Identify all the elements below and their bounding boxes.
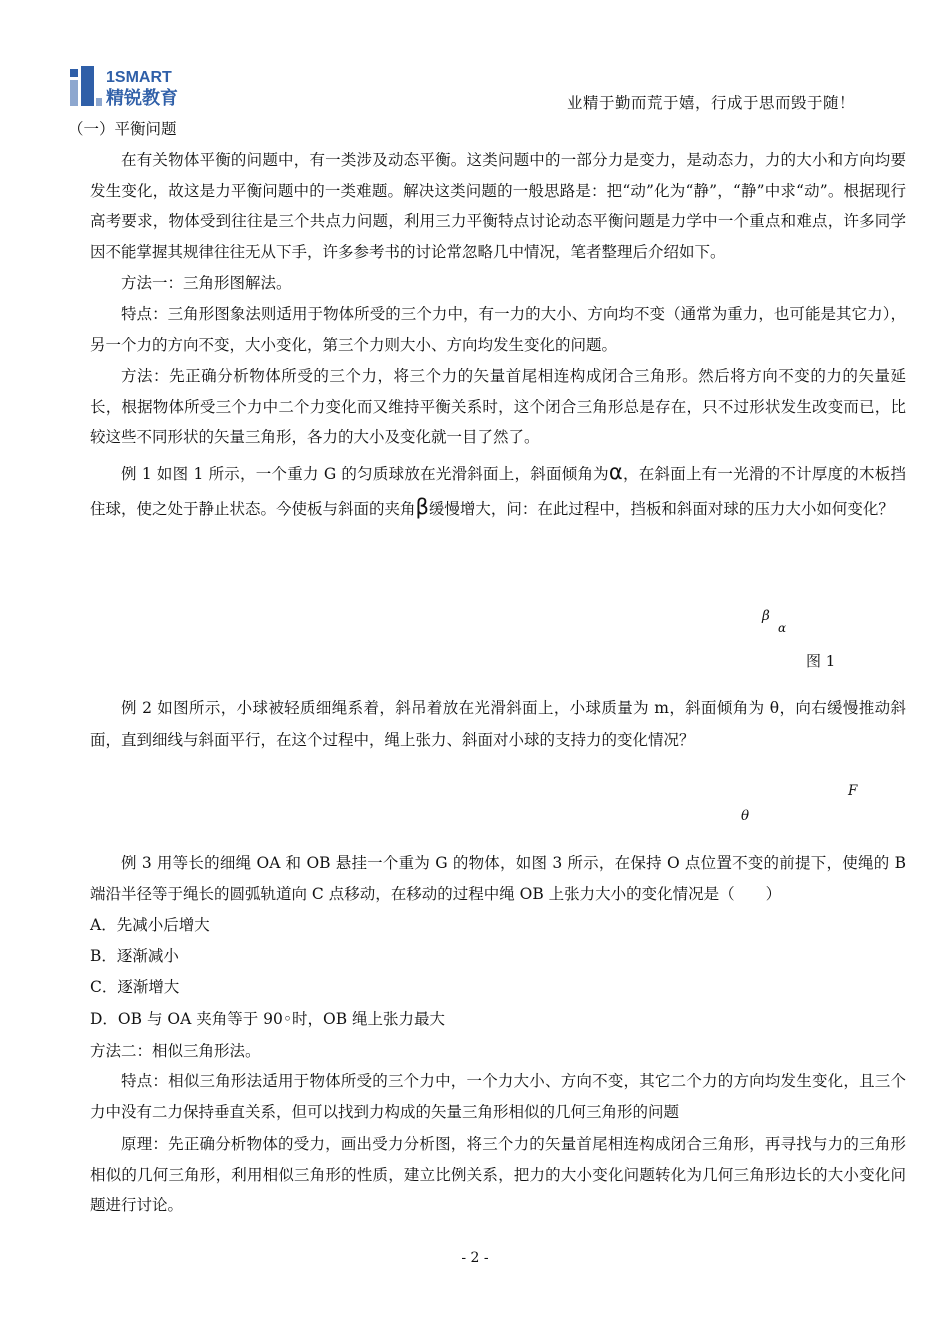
method1-title: 方法一：三角形图解法。 bbox=[121, 274, 292, 292]
method1-feature: 特点：三角形图象法则适用于物体所受的三个力中，有一力的大小、方向均不变（通常为重力，也可能是其它力），另一个力的方向不变，大小变化，第三个力则大小、方向均发生变化的问题。 bbox=[90, 305, 906, 354]
header-motto: 业精于勤而荒于嬉，行成于思而毁于随！ bbox=[567, 94, 856, 112]
logo-cn: 精锐教育 bbox=[106, 88, 178, 108]
page-number: - 2 - bbox=[461, 1250, 489, 1266]
figure2-theta-label: θ bbox=[741, 808, 750, 824]
example2-text: 例 2 如图所示，小球被轻质细绳系着，斜吊着放在光滑斜面上，小球质量为 m，斜面倾角为 θ，向右缓慢推动斜面，直到细线与斜面平行，在这个过程中，绳上张力、斜面对小球的支持力的变化情况？ bbox=[90, 699, 906, 749]
figure1-caption: 图 1 bbox=[806, 652, 836, 670]
method2-principle: 原理：先正确分析物体的受力，画出受力分析图，将三个力的矢量首尾相连构成闭合三角形，再寻找与力的三角形相似的几何三角形，利用相似三角形的性质，建立比例关系，把力的大小变化问题转化为几何三角形边长的大小变化问题进行讨论。 bbox=[90, 1135, 906, 1214]
figure2-force-label: F bbox=[848, 783, 858, 799]
intro-paragraph: 在有关物体平衡的问题中，有一类涉及动态平衡。这类问题中的一部分力是变力，是动态力，力的大小和方向均要发生变化，故这是力平衡问题中的一类难题。解决这类问题的一般思路是：把“动”化为“静”，“静”中求“动”。根据现行高考要求，物体受到往往是三个共点力问题，利用三力平衡特点讨论动态平衡问题是力学中一个重点和难点，许多同学因不能掌握其规律往往无从下手，许多参考书的讨论常忽略几中情况，笔者整理后介绍如下。 bbox=[90, 151, 906, 261]
example1-part-b: ，在斜面上有一光滑的不计厚度的木板挡住球，使之处于静止状态。今使板与斜面的夹角 bbox=[90, 465, 906, 518]
method1-method: 方法：先正确分析物体所受的三个力，将三个力的矢量首尾相连构成闭合三角形。然后将方向不变的力的矢量延长，根据物体所受三个力中二个力变化而又维持平衡关系时，这个闭合三角形总是存在，只不过形状发生改变而已，比较这些不同形状的矢量三角形，各力的大小及变化就一目了然了。 bbox=[90, 367, 906, 446]
option-d: D．OB 与 OA 夹角等于 90◦时，OB 绳上张力最大 bbox=[90, 1010, 446, 1028]
example3-text: 例 3 用等长的细绳 OA 和 OB 悬挂一个重为 G 的物体，如图 3 所示，在保持 O 点位置不变的前提下，使绳的 B 端沿半径等于绳长的圆弧轨道向 C 点移动，在移动的过程中绳 OB 上张力大小的变化情况是（ ） bbox=[90, 854, 906, 903]
example1-text bbox=[90, 456, 906, 526]
option-a: A．先减小后增大 bbox=[90, 916, 210, 934]
option-b: B．逐渐减小 bbox=[90, 947, 179, 965]
option-c: C．逐渐增大 bbox=[90, 978, 180, 996]
beta-symbol: β bbox=[415, 495, 429, 519]
figure1-beta-label: β bbox=[762, 608, 770, 624]
logo-brand: 1SMART bbox=[106, 69, 172, 86]
company-logo bbox=[70, 66, 218, 108]
example1-part-a: 例 1 如图 1 所示，一个重力 G 的匀质球放在光滑斜面上，斜面倾角为 bbox=[121, 465, 609, 483]
example1-part-c: 缓慢增大，问：在此过程中，挡板和斜面对球的压力大小如何变化？ bbox=[428, 500, 894, 518]
alpha-symbol: α bbox=[608, 460, 623, 484]
method2-title: 方法二：相似三角形法。 bbox=[90, 1042, 261, 1060]
method2-feature: 特点：相似三角形法适用于物体所受的三个力中，一个力大小、方向不变，其它二个力的方向均发生变化，且三个力中没有二力保持垂直关系，但可以找到力构成的矢量三角形相似的几何三角形的问题 bbox=[90, 1072, 906, 1121]
figure1-alpha-label: α bbox=[778, 621, 787, 635]
section-title: （一）平衡问题 bbox=[68, 120, 177, 138]
